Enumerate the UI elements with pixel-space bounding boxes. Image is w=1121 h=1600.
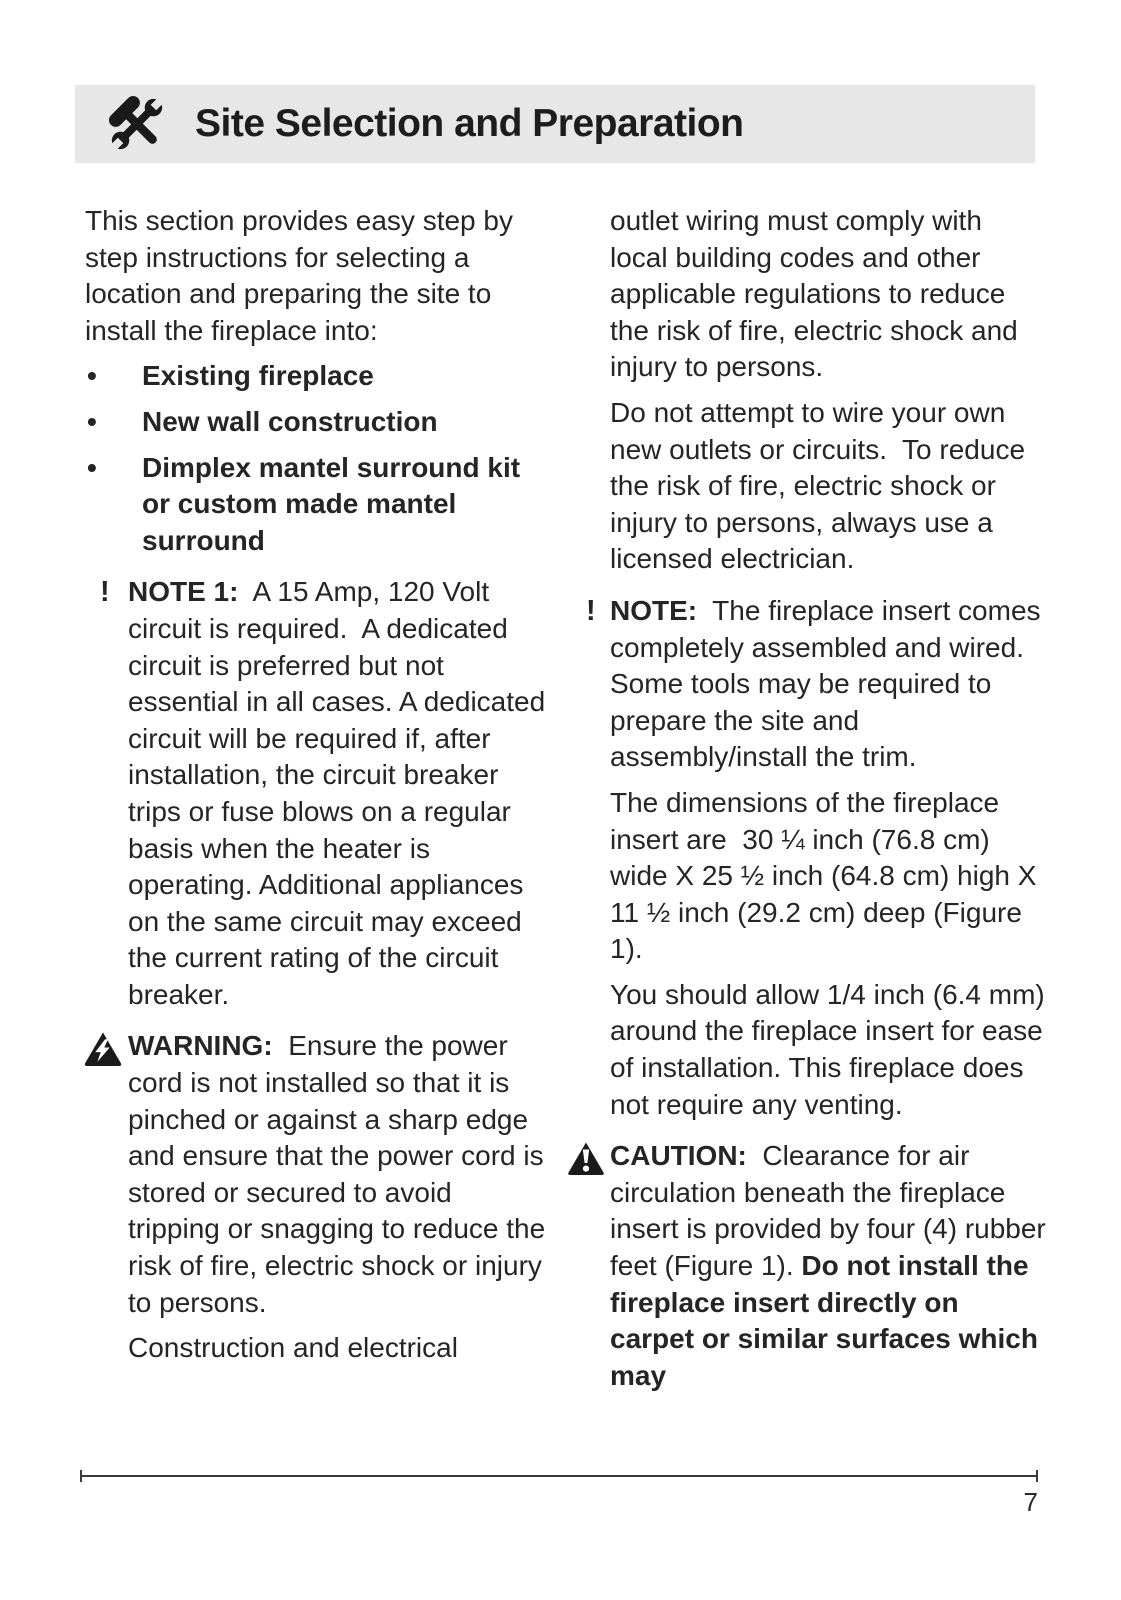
note-1-text: A 15 Amp, 120 Volt circuit is required. A dedicated circuit is preferred but not essential in all cases. A dedicated circuit will be required if, after installation, the circuit breaker trips or fuse blows on a regular basis when the heater is operating. Additional appliances on the same circuit may exceed the current rating of the circuit breaker. <box>128 576 553 1010</box>
section-header-banner <box>75 85 1035 163</box>
footer-rule <box>80 1475 1038 1477</box>
rule-end-tick <box>1036 1470 1038 1482</box>
right-column <box>586 203 1054 1394</box>
caution-triangle-exclamation-icon <box>566 1141 606 1177</box>
intro-paragraph: This section provides easy step by step instructions for selecting a location and preparing the site to install the fireplace into: <box>85 205 521 346</box>
dimensions-paragraph: The dimensions of the fireplace insert are 30 ¼ inch (76.8 cm) wide X 25 ½ inch (64.8 cm) high X 11 ½ inch (29.2 cm) deep (Figure 1). <box>610 786 1045 965</box>
clearance-paragraph: You should allow 1/4 inch (6.4 mm) around the fireplace insert for ease of installation. This fireplace does not require any venting. <box>610 978 1053 1120</box>
note-exclamation-icon: ! <box>586 594 596 627</box>
note-1-label: NOTE 1: <box>128 576 239 608</box>
note-block <box>586 593 1049 776</box>
caution-text: Clearance for air circulation beneath the fireplace insert is provided by four (4) rubber feet (Figure 1). <box>610 1140 1054 1282</box>
rule-end-tick <box>80 1470 82 1482</box>
bullet-icon: • <box>87 405 97 437</box>
list-item: • Dimplex mantel surround kit or custom made mantel surround <box>87 451 528 556</box>
note-label: NOTE: <box>610 594 698 626</box>
warning-triangle-lightning-icon <box>82 1031 124 1068</box>
caution-bold-text: Do not install the fireplace insert directly on carpet or similar surfaces which may <box>610 1250 1046 1391</box>
closing-paragraph: Construction and electrical <box>128 1332 458 1364</box>
paragraph: Do not attempt to wire your own new outlets or circuits. To reduce the risk of fire, electric shock or injury to persons, always use a licensed electrician. <box>610 396 1033 575</box>
warning-label: WARNING: <box>128 1030 273 1062</box>
note-text: The fireplace insert comes completely assembled and wired. Some tools may be required to prepare the site and assembly/install the trim. <box>610 594 1049 773</box>
bullet-icon: • <box>87 451 97 483</box>
paragraph: outlet wiring must comply with local building codes and other applicable regulations to reduce the risk of fire, electric shock and injury to persons. <box>610 205 1026 383</box>
note-exclamation-icon: ! <box>100 576 110 609</box>
page-title: Site Selection and Preparation <box>195 102 744 145</box>
bullet-icon: • <box>87 360 97 392</box>
list-item: • Existing fireplace <box>85 358 547 395</box>
list-item: • New wall construction <box>85 404 547 441</box>
hammer-wrench-icon <box>108 95 166 153</box>
warning-text: Ensure the power cord is not installed so that it is pinched or against a sharp edge and ensure that the power cord is stored or secured to avoid tripping or snagging to reduce the risk of fire, electric shock or injury to persons. <box>128 1030 553 1318</box>
left-column <box>85 203 553 1367</box>
warning-block <box>128 1028 553 1321</box>
caution-label: CAUTION: <box>610 1140 747 1172</box>
note-1-block <box>100 574 553 1013</box>
caution-block <box>610 1138 1054 1394</box>
page-number: 7 <box>1023 1487 1038 1517</box>
site-options-list <box>85 358 547 559</box>
